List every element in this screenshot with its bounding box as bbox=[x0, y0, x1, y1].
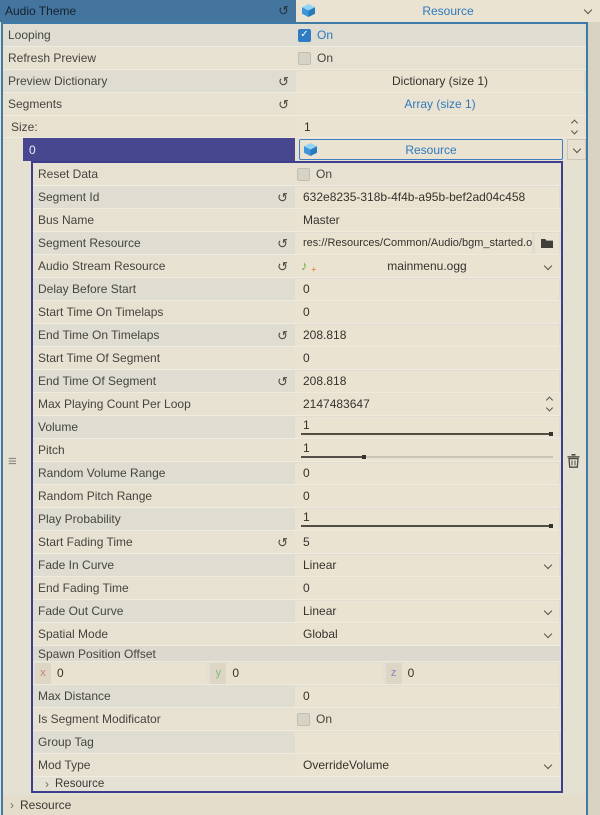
property-row-segments bbox=[3, 93, 586, 116]
checkbox-text: On bbox=[317, 51, 334, 65]
property-label: Segments bbox=[8, 97, 63, 111]
delete-element-button[interactable] bbox=[567, 454, 580, 471]
size-label: Size: bbox=[11, 119, 38, 134]
array-element-0-row bbox=[3, 138, 586, 161]
revert-icon[interactable]: ↺ bbox=[277, 235, 288, 251]
property-label: Random Volume Range bbox=[38, 466, 166, 480]
resource-type-label: Resource bbox=[405, 142, 457, 157]
max-playing-count-spinbox[interactable] bbox=[295, 394, 559, 415]
spatial-mode-value: Global bbox=[303, 627, 338, 641]
audio-stream-name: mainmenu.ogg bbox=[387, 259, 467, 273]
element-resource-menu-button[interactable] bbox=[567, 139, 586, 160]
revert-icon[interactable]: ↺ bbox=[277, 189, 288, 205]
segment-resource-editor bbox=[31, 161, 563, 793]
property-row-start-time-of-segment bbox=[33, 347, 561, 370]
property-row-audio-theme bbox=[0, 0, 600, 22]
vector-x-field[interactable] bbox=[35, 663, 207, 684]
property-label: Segment Id bbox=[38, 190, 100, 204]
fade-out-curve-dropdown[interactable] bbox=[295, 601, 559, 622]
vector-z-field[interactable] bbox=[386, 663, 558, 684]
mod-type-dropdown[interactable] bbox=[295, 755, 559, 776]
property-row-spatial-mode bbox=[33, 623, 561, 646]
vector-z-value: 0 bbox=[407, 666, 415, 680]
audio-theme-resource-picker[interactable] bbox=[296, 0, 600, 22]
property-label: Mod Type bbox=[38, 758, 91, 772]
play-probability-value: 1 bbox=[303, 509, 310, 524]
property-row-delay-before-start bbox=[33, 278, 561, 301]
property-label: Is Segment Modificator bbox=[38, 712, 161, 726]
browse-folder-button[interactable] bbox=[535, 233, 559, 254]
fade-in-curve-value: Linear bbox=[303, 558, 337, 572]
resource-cube-icon bbox=[302, 4, 315, 20]
revert-icon[interactable]: ↺ bbox=[278, 3, 289, 18]
property-row-is-segment-modificator bbox=[33, 708, 561, 731]
property-row-start-fading-time bbox=[33, 531, 561, 554]
fade-in-curve-dropdown[interactable] bbox=[295, 555, 559, 576]
folder-icon bbox=[541, 238, 553, 248]
property-row-segment-id bbox=[33, 186, 561, 209]
property-label: Fade In Curve bbox=[38, 558, 115, 572]
property-row-group-tag bbox=[33, 731, 561, 754]
axis-x-label: x bbox=[35, 663, 51, 684]
slider-grabber[interactable] bbox=[549, 432, 553, 436]
vector-y-field[interactable] bbox=[210, 663, 382, 684]
revert-icon[interactable]: ↺ bbox=[278, 73, 289, 89]
end-time-of-segment-field[interactable]: 208.818 bbox=[295, 371, 559, 392]
property-label: Fade Out Curve bbox=[38, 604, 124, 618]
property-row-volume bbox=[33, 416, 561, 439]
property-label: Start Time Of Segment bbox=[38, 351, 161, 365]
property-row-end-fading-time bbox=[33, 577, 561, 600]
slider-grabber[interactable] bbox=[549, 524, 553, 528]
property-label: Max Distance bbox=[38, 689, 111, 703]
pitch-slider[interactable] bbox=[295, 440, 559, 461]
start-fading-time-field[interactable]: 5 bbox=[295, 532, 559, 553]
property-row-mod-type bbox=[33, 754, 561, 777]
property-label: Pitch bbox=[38, 443, 65, 457]
vector-y-value: 0 bbox=[232, 666, 240, 680]
property-row-fade-out-curve bbox=[33, 600, 561, 623]
scrollbar-gutter[interactable] bbox=[588, 22, 600, 815]
chevron-down-icon bbox=[572, 144, 580, 152]
property-label: Refresh Preview bbox=[8, 51, 97, 65]
resource-type-label: Resource bbox=[422, 4, 474, 18]
revert-icon[interactable]: ↺ bbox=[277, 327, 288, 343]
property-row-end-time-of-segment bbox=[33, 370, 561, 393]
random-pitch-range-field[interactable]: 0 bbox=[295, 486, 559, 507]
spinner-arrows-icon[interactable] bbox=[547, 398, 552, 411]
property-row-random-pitch-range bbox=[33, 485, 561, 508]
max-distance-field[interactable]: 0 bbox=[295, 686, 559, 707]
spawn-position-offset-vector bbox=[33, 662, 561, 685]
property-label: Play Probability bbox=[38, 512, 121, 526]
delay-before-start-field[interactable]: 0 bbox=[295, 279, 559, 300]
segment-resource-path-field[interactable]: res://Resources/Common/Audio/bgm_started.o bbox=[295, 233, 532, 254]
property-row-max-playing-count bbox=[33, 393, 561, 416]
property-label: Spawn Position Offset bbox=[38, 646, 156, 661]
axis-y-label: y bbox=[210, 663, 226, 684]
property-row-start-time-on-timelaps bbox=[33, 301, 561, 324]
collapse-arrow-icon: › bbox=[10, 798, 14, 812]
group-tag-field[interactable] bbox=[295, 732, 559, 753]
property-label: End Fading Time bbox=[38, 581, 129, 595]
chevron-down-icon bbox=[544, 629, 552, 637]
fade-out-curve-value: Linear bbox=[303, 604, 337, 618]
property-row-bus-name bbox=[33, 209, 561, 232]
property-row-preview-dictionary bbox=[3, 70, 586, 93]
vector-x-value: 0 bbox=[57, 666, 64, 680]
property-row-spawn-position-offset bbox=[33, 646, 561, 662]
inner-resource-section-collapsed[interactable] bbox=[33, 777, 561, 791]
property-row-looping bbox=[3, 24, 586, 47]
reset-data-checkbox[interactable] bbox=[297, 168, 310, 181]
property-label: Start Fading Time bbox=[38, 535, 133, 549]
property-label: Bus Name bbox=[38, 213, 95, 227]
audio-stream-picker[interactable] bbox=[295, 256, 559, 277]
element-drag-handle[interactable]: ≡ bbox=[8, 453, 17, 470]
property-label: Random Pitch Range bbox=[38, 489, 153, 503]
audio-theme-label-cell[interactable] bbox=[0, 0, 296, 22]
audio-theme-editor bbox=[1, 22, 588, 815]
volume-slider[interactable] bbox=[295, 417, 559, 438]
play-probability-slider[interactable] bbox=[295, 509, 559, 530]
property-label: Looping bbox=[8, 28, 51, 42]
array-size-spinbox[interactable] bbox=[296, 116, 584, 137]
outer-resource-section-collapsed[interactable] bbox=[3, 795, 586, 815]
property-row-fade-in-curve bbox=[33, 554, 561, 577]
is-segment-modificator-checkbox[interactable] bbox=[297, 713, 310, 726]
property-label: Start Time On Timelaps bbox=[38, 305, 164, 319]
check-icon: ✓ bbox=[300, 29, 309, 40]
axis-z-label: z bbox=[386, 663, 402, 684]
mod-type-value: OverrideVolume bbox=[303, 758, 390, 772]
property-row-refresh-preview bbox=[3, 47, 586, 70]
max-playing-count-value: 2147483647 bbox=[303, 397, 370, 411]
revert-icon[interactable]: ↺ bbox=[277, 373, 288, 389]
collapse-arrow-icon: › bbox=[45, 777, 49, 791]
array-size-row bbox=[3, 116, 586, 138]
slider-grabber[interactable] bbox=[362, 455, 366, 459]
audio-theme-label: Audio Theme bbox=[5, 4, 77, 18]
element-resource-picker[interactable] bbox=[299, 139, 563, 160]
property-label: Max Playing Count Per Loop bbox=[38, 397, 191, 411]
section-label: Resource bbox=[20, 798, 72, 812]
property-label: Segment Resource bbox=[38, 236, 141, 250]
array-expand-button[interactable]: Array (size 1) bbox=[296, 94, 584, 115]
property-label: End Time On Timelaps bbox=[38, 328, 160, 342]
refresh-preview-checkbox[interactable] bbox=[298, 52, 311, 65]
section-label: Resource bbox=[55, 778, 105, 790]
property-row-end-time-on-timelaps bbox=[33, 324, 561, 347]
revert-icon[interactable]: ↺ bbox=[278, 96, 289, 112]
property-label: Spatial Mode bbox=[38, 627, 109, 641]
volume-value: 1 bbox=[303, 417, 310, 432]
start-time-on-timelaps-field[interactable]: 0 bbox=[295, 302, 559, 323]
chevron-down-icon bbox=[544, 560, 552, 568]
property-row-random-volume-range bbox=[33, 462, 561, 485]
spinner-arrows-icon[interactable] bbox=[572, 120, 577, 133]
chevron-down-icon bbox=[544, 606, 552, 614]
property-label: Volume bbox=[38, 420, 79, 434]
dictionary-expand-button[interactable]: Dictionary (size 1) bbox=[296, 71, 584, 92]
resource-cube-icon bbox=[304, 143, 317, 159]
revert-icon[interactable]: ↺ bbox=[277, 534, 288, 550]
checkbox-text: On bbox=[316, 167, 333, 181]
checkbox-text: On bbox=[316, 712, 333, 726]
start-time-of-segment-field[interactable]: 0 bbox=[295, 348, 559, 369]
audio-stream-icon: ♪ + bbox=[301, 257, 316, 274]
spatial-mode-dropdown[interactable] bbox=[295, 624, 559, 645]
chevron-down-icon bbox=[544, 760, 552, 768]
property-label: Preview Dictionary bbox=[8, 74, 108, 88]
property-row-max-distance bbox=[33, 685, 561, 708]
pitch-value: 1 bbox=[303, 440, 310, 455]
end-time-on-timelaps-field[interactable]: 208.818 bbox=[295, 325, 559, 346]
looping-checkbox[interactable] bbox=[298, 29, 311, 42]
property-label: Delay Before Start bbox=[38, 282, 137, 296]
property-label: Audio Stream Resource bbox=[38, 259, 166, 273]
random-volume-range-field[interactable]: 0 bbox=[295, 463, 559, 484]
end-fading-time-field[interactable]: 0 bbox=[295, 578, 559, 599]
property-row-audio-stream-resource bbox=[33, 255, 561, 278]
property-row-segment-resource bbox=[33, 232, 561, 255]
property-row-reset-data bbox=[33, 163, 561, 186]
segment-id-field[interactable]: 632e8235-318b-4f4b-a95b-bef2ad04c458 bbox=[295, 187, 559, 208]
size-value: 1 bbox=[304, 119, 311, 134]
property-label: End Time Of Segment bbox=[38, 374, 157, 388]
element-index-header[interactable]: 0 bbox=[23, 138, 295, 161]
property-row-play-probability bbox=[33, 508, 561, 531]
trash-icon bbox=[567, 454, 580, 468]
checkbox-text: On bbox=[317, 28, 334, 42]
revert-icon[interactable]: ↺ bbox=[277, 258, 288, 274]
property-label: Reset Data bbox=[38, 167, 99, 181]
property-row-pitch bbox=[33, 439, 561, 462]
property-label: Group Tag bbox=[38, 735, 94, 749]
bus-name-field[interactable]: Master bbox=[295, 210, 559, 231]
